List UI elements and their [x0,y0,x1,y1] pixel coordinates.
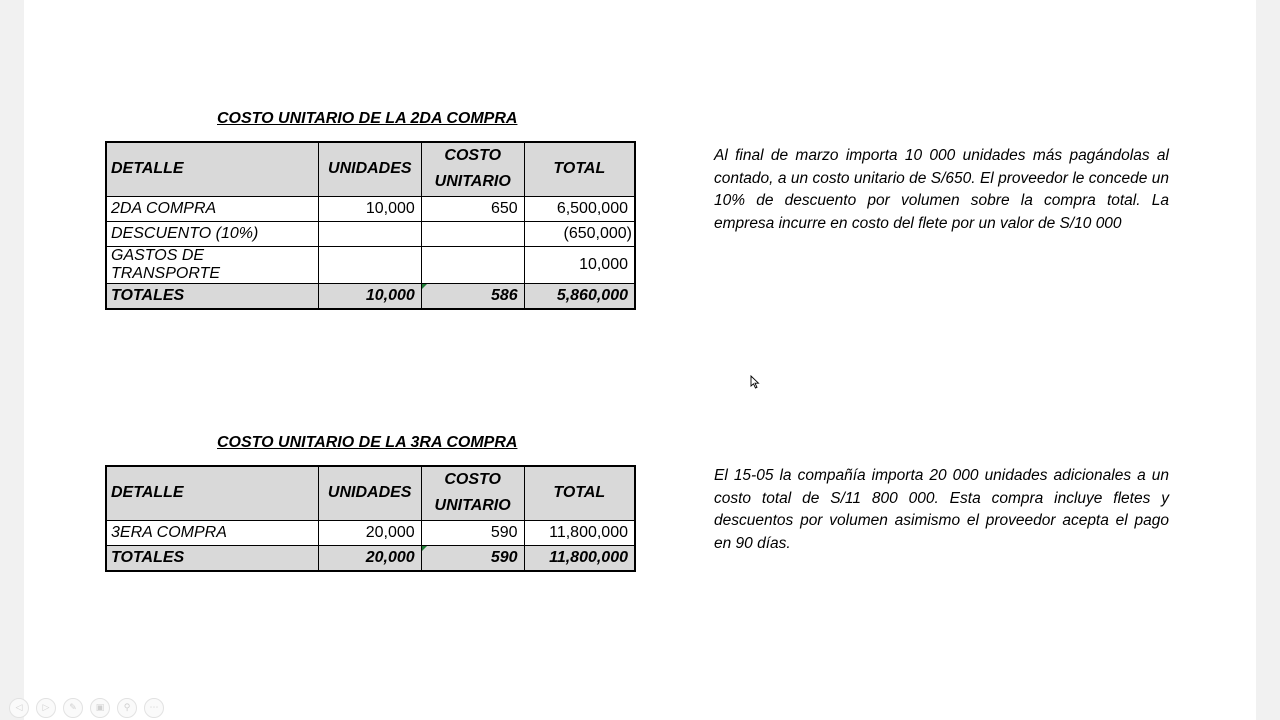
table-row [106,221,635,246]
totals-row [106,545,635,571]
slides-icon[interactable]: ▣ [90,698,110,718]
zoom-icon[interactable]: ⚲ [117,698,137,718]
cell-totales-total: 5,860,000 [524,283,635,309]
cell-costo: 590 [421,520,524,545]
table2-title: COSTO UNITARIO DE LA 3RA COMPRA [217,434,518,451]
header-unidades: UNIDADES [318,466,421,520]
header-detalle: DETALLE [106,142,318,196]
header-costo-line2: UNITARIO [434,497,511,515]
header-unidades: UNIDADES [318,142,421,196]
cell-unidades [318,246,421,283]
header-costo-unitario [421,142,524,196]
header-costo-line2: UNITARIO [434,173,511,191]
table-header-row [106,466,635,520]
next-icon[interactable]: ▷ [36,698,56,718]
cell-unidades: 10,000 [318,196,421,221]
cell-totales-unidades: 20,000 [318,545,421,571]
header-detalle: DETALLE [106,466,318,520]
cell-total: 11,800,000 [524,520,635,545]
cell-totales-unidades: 10,000 [318,283,421,309]
table1-title: COSTO UNITARIO DE LA 2DA COMPRA [217,110,518,127]
cell-totales-costo: 586 [421,283,524,309]
slideshow-toolbar [9,698,164,718]
cell-totales-total: 11,800,000 [524,545,635,571]
more-icon[interactable]: ⋯ [144,698,164,718]
cell-totales-label: TOTALES [106,545,318,571]
table-3ra-compra [105,465,636,572]
description-paragraph-3ra-compra: El 15-05 la compañía importa 20 000 unidades adicionales a un costo total de S/11 800 000. Esta compra incluye fletes y descuentos por volumen asimismo el proveedor acepta el pago en 90 días. [714,467,1169,552]
cell-detalle: GASTOS DE TRANSPORTE [106,246,318,283]
header-costo-line1: COSTO [444,147,502,165]
header-costo-unitario [421,466,524,520]
description-paragraph-2da-compra: Al final de marzo importa 10 000 unidades más pagándolas al contado, a un costo unitario de S/650. El proveedor le concede un 10% de descuento por volumen sobre la compra total. La empresa incurre en costo del flete por un valor de S/10 000 [714,147,1169,232]
slide-canvas [24,0,1256,720]
prev-icon[interactable]: ◁ [9,698,29,718]
cell-costo: 650 [421,196,524,221]
header-total: TOTAL [524,466,635,520]
cell-unidades [318,221,421,246]
cell-totales-label: TOTALES [106,283,318,309]
cell-total: 6,500,000 [524,196,635,221]
header-total: TOTAL [524,142,635,196]
cell-totales-costo: 590 [421,545,524,571]
table-header-row [106,142,635,196]
header-costo-line1: COSTO [444,471,501,489]
table-row [106,520,635,545]
mouse-cursor-icon [750,375,760,389]
pen-icon[interactable]: ✎ [63,698,83,718]
table-row [106,246,635,283]
cell-total: (650,000) [524,221,635,246]
table-row [106,196,635,221]
cell-costo [421,246,524,283]
table-2da-compra [105,141,636,310]
cell-detalle: 3ERA COMPRA [106,520,318,545]
cell-unidades: 20,000 [318,520,421,545]
totals-row [106,283,635,309]
cell-detalle: 2DA COMPRA [106,196,318,221]
cell-total: 10,000 [524,246,635,283]
cell-detalle: DESCUENTO (10%) [106,221,318,246]
cell-costo [421,221,524,246]
